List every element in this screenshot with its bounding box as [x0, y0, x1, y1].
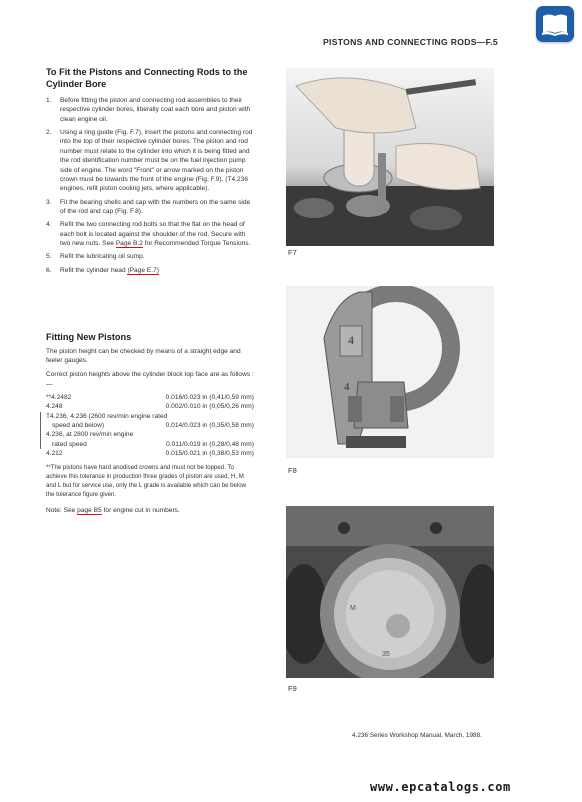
step-text: Refit the lubricating oil sump. — [60, 253, 145, 261]
table-row — [46, 393, 254, 402]
step-number: 6. — [46, 266, 52, 274]
figure-label: F7 — [288, 248, 297, 257]
intro-text: The piston height can be checked by means of a straight edge and feeler gauges. — [46, 347, 241, 364]
heights-table — [46, 393, 254, 459]
figure-label: F9 — [288, 684, 297, 693]
step-number: 5. — [46, 253, 52, 261]
section-title: To Fit the Pistons and Connecting Rods to the Cylinder Bore — [46, 67, 248, 89]
footnote: **The pistons have hard anodised crowns and must not be topped. To achieve this tolerance in production three grades of piston are used, H, M and L but for service use, only the L grade is available which can be below the tolerance figure given. — [46, 464, 247, 498]
table-row — [40, 440, 254, 449]
watermark: www.epcatalogs.com — [370, 780, 511, 794]
step-item — [46, 96, 254, 124]
figure-f7-photo — [286, 68, 494, 246]
step-number: 3. — [46, 198, 52, 206]
step-number: 4. — [46, 221, 52, 229]
row-label: 4.236, at 2800 rev/min engine — [46, 431, 134, 439]
step-text: Refit the cylinder head — [60, 266, 128, 274]
row-value: 0.016/0.023 in (0,41/0,59 mm) — [165, 393, 254, 401]
table-row — [40, 421, 254, 430]
step-link-prefix: See — [102, 240, 116, 248]
steps-list — [46, 96, 254, 275]
intro-text: Correct piston heights above the cylinder block top face are as follows :— — [46, 371, 254, 388]
figure-f9-photo — [286, 506, 494, 678]
section-new-pistons — [46, 332, 254, 515]
step-text: Refit the two connecting rod bolts so that the flat on the head of each bolt is located against the shoulder of the rod. Secure with two new nuts. — [60, 221, 246, 248]
page-link[interactable]: Page B.2 — [115, 240, 143, 248]
step-item — [46, 252, 254, 261]
svg-text:4: 4 — [344, 381, 350, 393]
step-link-suffix: for Recommended Torque Tensions. — [142, 240, 251, 248]
row-label: **4.2482 — [46, 393, 72, 401]
step-item — [46, 128, 254, 194]
figure-label: F8 — [288, 466, 297, 475]
step-number: 2. — [46, 129, 52, 137]
page-header: PISTONS AND CONNECTING RODS—F.5 — [323, 37, 498, 47]
row-value: 0.002/0.010 in (0,05/0,26 mm) — [165, 403, 254, 411]
step-text: Before fitting the piston and connecting rod assemblies to their respective cylinder bores, liberally coat each bore and piston with clean engine oil. — [60, 97, 251, 123]
svg-text:M: M — [350, 605, 356, 612]
row-value: 0.015/0.021 in (0,38/0,53 mm) — [165, 450, 254, 458]
row-label: rated speed — [52, 440, 87, 448]
step-number: 1. — [46, 97, 52, 104]
note-suffix: for engine cut in numbers. — [101, 506, 180, 514]
figure-f8-photo — [286, 286, 494, 458]
step-item — [46, 198, 254, 217]
footer-note: 4.236 Series Workshop Manual, March, 1988. — [352, 732, 482, 739]
note-prefix: Note: See — [46, 506, 78, 514]
table-row — [46, 449, 254, 458]
book-icon[interactable] — [536, 6, 574, 42]
row-label: 4.212 — [46, 450, 63, 458]
row-value: 0.014/0.023 in (0,35/0,58 mm) — [165, 422, 254, 430]
page-link[interactable]: page B5 — [77, 506, 102, 514]
page-link[interactable]: (Page E.7) — [127, 266, 159, 274]
table-row — [40, 430, 254, 439]
row-label: 4.248 — [46, 403, 63, 411]
section-title: Fitting New Pistons — [46, 332, 132, 342]
row-label: speed and below) — [52, 422, 105, 430]
step-item — [46, 220, 254, 248]
step-text: Using a ring guide (Fig. F.7), insert the pistons and connecting rod into the top of their respective cylinder bores. The piston and rod number must relate to the cylinder into which it is being fitted and the rod identification number must be on the fuel injection pump side of engine. The word "Front" or arrow marked on the piston crown must be towards the front of the engine (Fig. F.9). (T4.236 engines, refit piston cooling jets, where applicable). — [60, 129, 253, 193]
svg-text:4: 4 — [348, 333, 354, 347]
section-fit-pistons — [46, 67, 254, 279]
step-item — [46, 266, 254, 275]
row-label: T4.236, 4.236 (2600 rev/min engine rated — [46, 412, 168, 420]
row-value: 0.011/0.019 in (0,28/0,48 mm) — [166, 440, 254, 448]
note — [46, 506, 254, 515]
table-row — [46, 402, 254, 411]
step-text: Fit the bearing shells and cap with the numbers on the same side of the rod and cap (Fig. F.8). — [60, 198, 251, 215]
svg-text:35: 35 — [382, 651, 390, 658]
table-row — [40, 412, 254, 421]
